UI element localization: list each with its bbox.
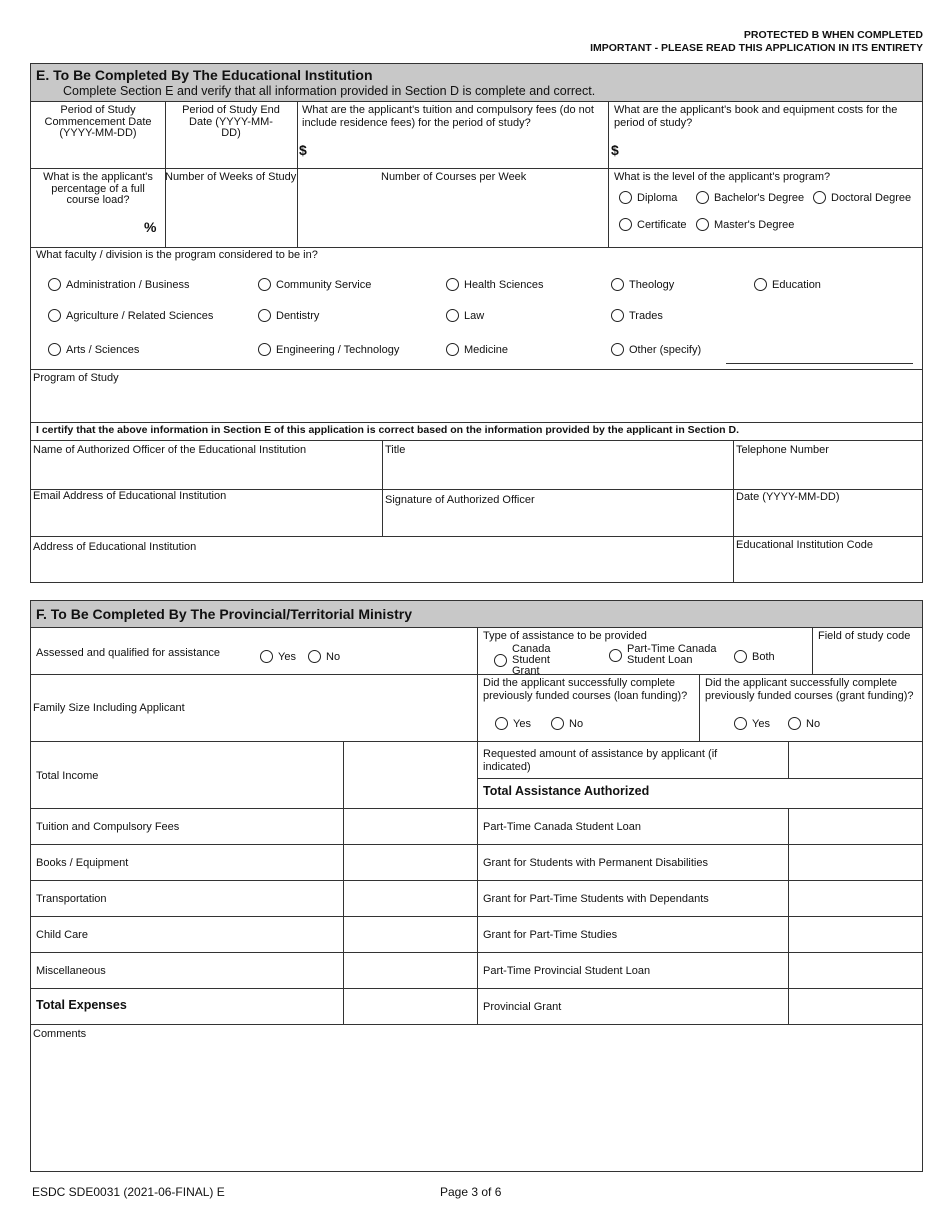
faculty-education-radio[interactable]: Education xyxy=(754,278,821,291)
radio-circle xyxy=(734,717,747,730)
faculty-medicine-radio[interactable]: Medicine xyxy=(446,343,508,356)
assessed-yes-radio[interactable]: Yes xyxy=(260,650,296,663)
expense-label: Books / Equipment xyxy=(36,857,129,869)
section-f-header xyxy=(31,601,922,628)
level-doctoral-radio[interactable]: Doctoral Degree xyxy=(813,191,911,204)
faculty-law-radio[interactable]: Law xyxy=(446,309,484,322)
books-expense-field[interactable] xyxy=(344,845,477,880)
section-e xyxy=(30,63,923,583)
loan-yes-radio[interactable]: Yes xyxy=(495,717,531,730)
weeks-label: Number of Weeks of Study xyxy=(165,171,297,183)
total-income-field[interactable] xyxy=(344,742,477,808)
important-notice: IMPORTANT - PLEASE READ THIS APPLICATION IN ITS ENTIRETY xyxy=(590,42,923,54)
requested-amount-field[interactable] xyxy=(789,742,922,778)
misc-expense-field[interactable] xyxy=(344,953,477,988)
requested-amount-label: Requested amount of assistance by applicant (if indicated) xyxy=(483,748,718,773)
level-diploma-radio[interactable]: Diploma xyxy=(619,191,677,204)
type-csg-radio[interactable]: Canada Student Grant xyxy=(494,644,572,677)
grant-no-radio[interactable]: No xyxy=(788,717,820,730)
expense-label: Tuition and Compulsory Fees xyxy=(36,821,180,833)
total-assistance-label: Total Assistance Authorized xyxy=(483,784,650,798)
courses-label: Number of Courses per Week xyxy=(381,171,527,183)
faculty-community-service-radio[interactable]: Community Service xyxy=(258,278,371,291)
radio-circle xyxy=(619,191,632,204)
assistance-label: Provincial Grant xyxy=(483,1001,562,1013)
tuition-dollar-sign: $ xyxy=(299,142,307,158)
assessed-label: Assessed and qualified for assistance xyxy=(36,647,221,659)
expense-label: Child Care xyxy=(36,929,88,941)
radio-circle xyxy=(734,650,747,663)
assessed-no-radio[interactable]: No xyxy=(308,650,340,663)
title-label: Title xyxy=(385,444,406,456)
radio-circle xyxy=(48,343,61,356)
grant-funding-question: Did the applicant successfully complete previously funded courses (grant funding)? xyxy=(705,677,914,702)
page-number: Page 3 of 6 xyxy=(440,1185,502,1199)
ptcsl-amount-field[interactable] xyxy=(789,809,922,844)
section-f-title: F. To Be Completed By The Provincial/Territorial Ministry xyxy=(36,606,412,622)
percent-sign: % xyxy=(144,219,157,235)
level-question: What is the level of the applicant's program? xyxy=(614,171,831,183)
section-e-subtitle: Complete Section E and verify that all information provided in Section D is complete and correct. xyxy=(63,84,596,98)
officer-name-label: Name of Authorized Officer of the Educational Institution xyxy=(33,444,307,456)
address-label: Address of Educational Institution xyxy=(33,541,197,553)
radio-circle xyxy=(609,649,622,662)
protected-notice: PROTECTED B WHEN COMPLETED xyxy=(743,29,923,41)
faculty-agriculture-radio[interactable]: Agriculture / Related Sciences xyxy=(48,309,213,322)
expense-label: Transportation xyxy=(36,893,107,905)
radio-circle xyxy=(48,309,61,322)
radio-circle xyxy=(446,309,459,322)
radio-circle xyxy=(495,717,508,730)
grant-yes-radio[interactable]: Yes xyxy=(734,717,770,730)
disability-grant-field[interactable] xyxy=(789,845,922,880)
books-question: What are the applicant's book and equipment costs for the period of study? xyxy=(614,104,898,129)
section-e-header xyxy=(31,64,922,102)
period-start-label: Period of Study Commencement Date (YYYY-MM-DD) xyxy=(44,104,152,139)
title-field[interactable] xyxy=(383,441,733,489)
expense-label: Miscellaneous xyxy=(36,965,106,977)
radio-circle xyxy=(813,191,826,204)
faculty-engineering-radio[interactable]: Engineering / Technology xyxy=(258,343,399,356)
institution-code-label: Educational Institution Code xyxy=(736,539,873,551)
other-specify-field[interactable] xyxy=(726,346,913,364)
total-income-label: Total Income xyxy=(36,770,99,782)
radio-circle xyxy=(611,343,624,356)
email-label: Email Address of Educational Institution xyxy=(33,490,227,502)
radio-circle xyxy=(754,278,767,291)
certification-statement: I certify that the above information in Section E of this application is correct based on the information provided by the applicant in Section D. xyxy=(36,424,740,436)
radio-circle xyxy=(258,309,271,322)
course-load-question: What is the applicant's percentage of a full course load? xyxy=(43,171,153,206)
radio-circle xyxy=(611,309,624,322)
radio-circle xyxy=(260,650,273,663)
total-expenses-field[interactable] xyxy=(344,989,477,1024)
assistance-label: Grant for Part-Time Students with Dependants xyxy=(483,893,709,905)
faculty-administration-radio[interactable]: Administration / Business xyxy=(48,278,190,291)
radio-circle xyxy=(258,278,271,291)
tuition-expense-field[interactable] xyxy=(344,809,477,844)
type-both-radio[interactable]: Both xyxy=(734,650,775,663)
radio-circle xyxy=(611,278,624,291)
faculty-question: What faculty / division is the program considered to be in? xyxy=(36,249,318,261)
provincial-loan-field[interactable] xyxy=(789,953,922,988)
total-expenses-label: Total Expenses xyxy=(36,998,127,1012)
loan-funding-question: Did the applicant successfully complete previously funded courses (loan funding)? xyxy=(483,677,688,702)
tuition-question: What are the applicant's tuition and compulsory fees (do not include residence fees) for the period of study? xyxy=(302,104,594,129)
section-e-title: E. To Be Completed By The Educational Institution xyxy=(36,67,373,83)
period-end-label: Period of Study End Date (YYYY-MM-DD) xyxy=(182,104,280,139)
comments-label: Comments xyxy=(33,1028,87,1040)
field-code-label: Field of study code xyxy=(818,630,911,642)
comments-field[interactable] xyxy=(31,1025,922,1171)
dependants-grant-field[interactable] xyxy=(789,881,922,916)
radio-circle xyxy=(308,650,321,663)
faculty-theology-radio[interactable]: Theology xyxy=(611,278,674,291)
level-certificate-radio[interactable]: Certificate xyxy=(619,218,687,231)
radio-circle xyxy=(788,717,801,730)
section-f xyxy=(30,600,923,1172)
radio-circle xyxy=(446,278,459,291)
date-label: Date (YYYY-MM-DD) xyxy=(736,491,840,503)
radio-circle xyxy=(551,717,564,730)
program-of-study-field[interactable] xyxy=(31,370,922,422)
radio-circle xyxy=(696,191,709,204)
faculty-arts-sciences-radio[interactable]: Arts / Sciences xyxy=(48,343,139,356)
telephone-label: Telephone Number xyxy=(736,444,829,456)
family-size-label: Family Size Including Applicant xyxy=(33,702,185,714)
part-time-studies-grant-field[interactable] xyxy=(789,917,922,952)
form-identifier: ESDC SDE0031 (2021-06-FINAL) E xyxy=(32,1185,225,1199)
faculty-dentistry-radio[interactable]: Dentistry xyxy=(258,309,319,322)
faculty-trades-radio[interactable]: Trades xyxy=(611,309,663,322)
assistance-label: Part-Time Provincial Student Loan xyxy=(483,965,651,977)
radio-circle xyxy=(446,343,459,356)
radio-circle xyxy=(494,654,507,667)
faculty-other-radio[interactable]: Other (specify) xyxy=(611,343,701,356)
books-dollar-sign: $ xyxy=(611,142,619,158)
assistance-label: Part-Time Canada Student Loan xyxy=(483,821,641,833)
transportation-expense-field[interactable] xyxy=(344,881,477,916)
faculty-health-sciences-radio[interactable]: Health Sciences xyxy=(446,278,544,291)
assistance-label: Grant for Part-Time Studies xyxy=(483,929,618,941)
radio-circle xyxy=(696,218,709,231)
signature-label: Signature of Authorized Officer xyxy=(385,494,535,506)
level-masters-radio[interactable]: Master's Degree xyxy=(696,218,794,231)
type-ptcsl-radio[interactable]: Part-Time Canada Student Loan xyxy=(609,644,722,666)
assistance-label: Grant for Students with Permanent Disabilities xyxy=(483,857,708,869)
loan-no-radio[interactable]: No xyxy=(551,717,583,730)
provincial-grant-field[interactable] xyxy=(789,989,922,1024)
child-care-expense-field[interactable] xyxy=(344,917,477,952)
assistance-type-label: Type of assistance to be provided xyxy=(483,630,647,642)
radio-circle xyxy=(619,218,632,231)
program-label: Program of Study xyxy=(33,372,119,384)
radio-circle xyxy=(258,343,271,356)
radio-circle xyxy=(48,278,61,291)
level-bachelors-radio[interactable]: Bachelor's Degree xyxy=(696,191,804,204)
